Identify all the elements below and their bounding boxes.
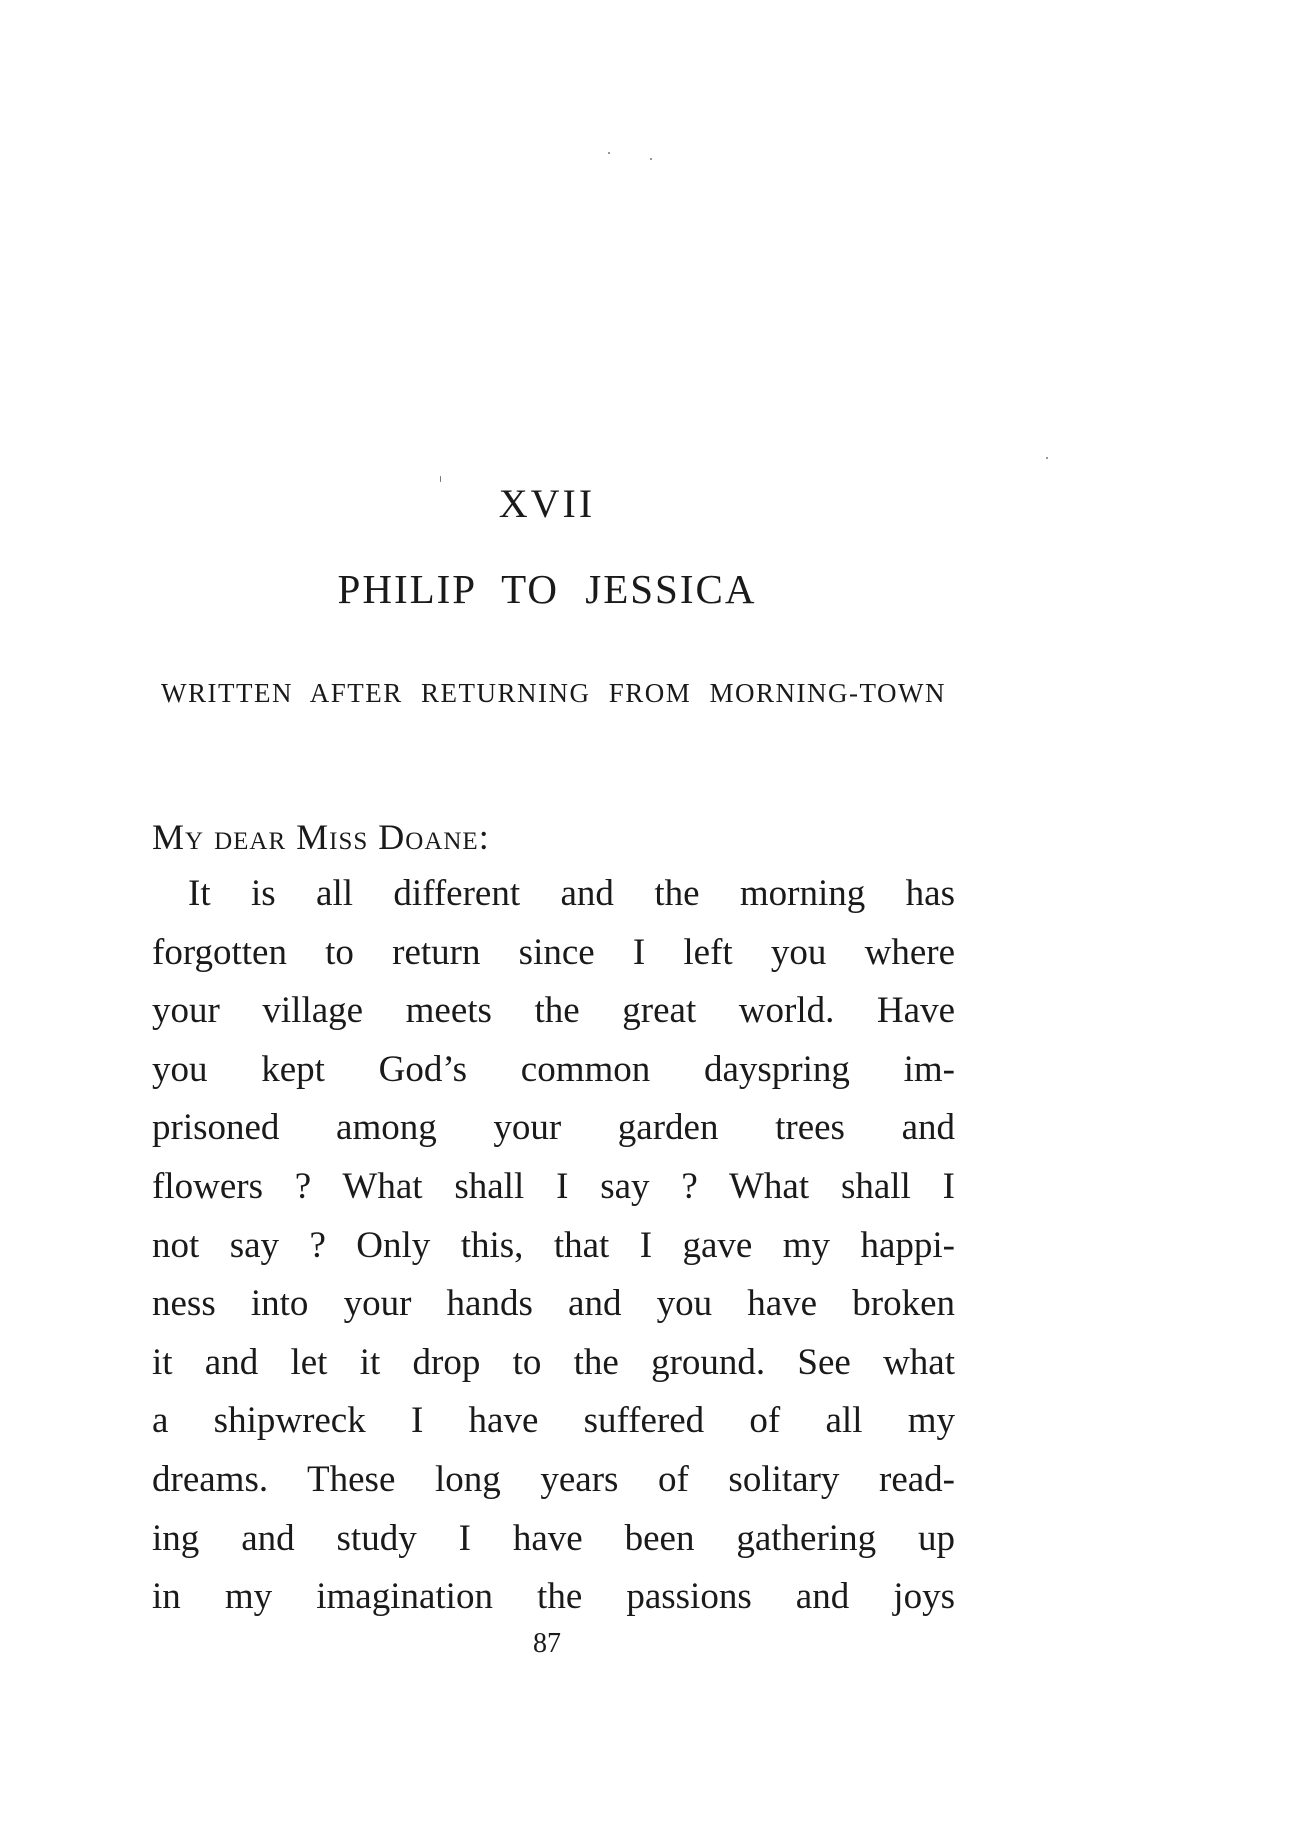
subtitle-text: WRITTEN AFTER RETURNING FROM MORNING-TOWN: [161, 678, 946, 708]
print-speck: [650, 158, 652, 160]
body-line: dreams. These long years of solitary read-: [152, 1458, 955, 1500]
print-speck: [608, 152, 610, 154]
body-line: in my imagination the passions and joys: [152, 1576, 955, 1618]
body-line: ing and study I have been gathering up: [152, 1517, 955, 1559]
page-number: 87: [533, 1628, 561, 1659]
body-line: forgotten to return since I left you where: [152, 931, 955, 973]
chapter-number: XVII: [498, 481, 596, 526]
chapter-subtitle: [152, 665, 955, 722]
letter-body: [152, 865, 955, 1627]
salutation-text: My dear Miss Doane:: [152, 817, 490, 857]
letter-salutation: [152, 816, 490, 858]
body-line: flowers ? What shall I say ? What shall I: [152, 1165, 955, 1207]
body-line: not say ? Only this, that I gave my happi-: [152, 1224, 955, 1266]
body-line: a shipwreck I have suffered of all my: [152, 1400, 955, 1442]
print-speck: [1046, 457, 1048, 459]
body-line: it and let it drop to the ground. See what: [152, 1341, 955, 1383]
body-line: you kept God’s common dayspring im-: [152, 1048, 955, 1090]
chapter-title: PHILIP TO JESSICA: [337, 566, 757, 612]
body-line: prisoned among your garden trees and: [152, 1107, 955, 1149]
body-line: It is all different and the morning has: [188, 873, 955, 914]
body-line: ness into your hands and you have broken: [152, 1283, 955, 1325]
body-line: your village meets the great world. Have: [152, 990, 955, 1032]
